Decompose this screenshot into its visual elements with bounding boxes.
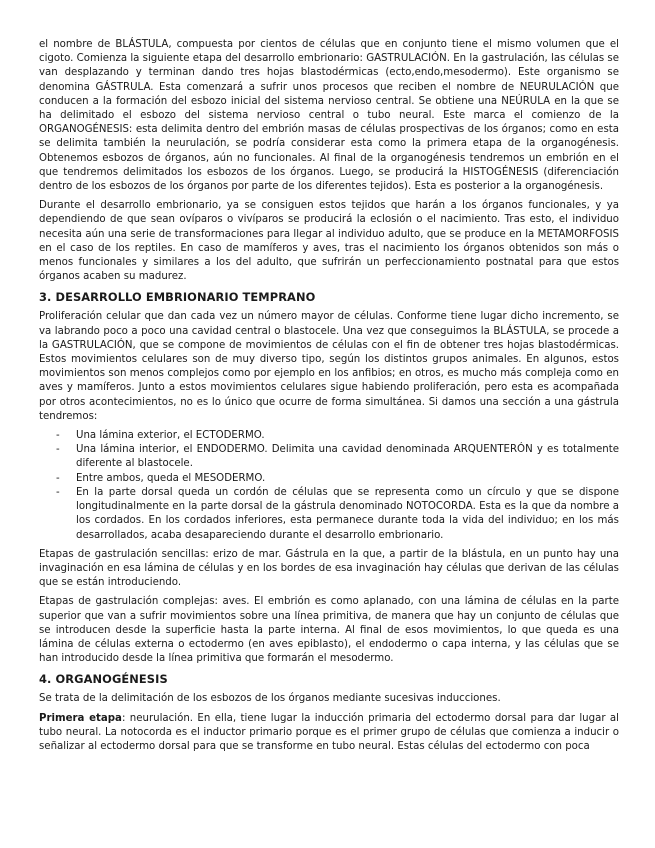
section-heading-desarrollo-embrionario: 3. DESARROLLO EMBRIONARIO TEMPRANO [39, 290, 316, 305]
paragraph-primera-etapa [39, 712, 619, 755]
section-heading-organogenesis: 4. ORGANOGÉNESIS [39, 672, 168, 687]
paragraph-desarrollo: Durante el desarrollo embrionario, ya se consiguen estos tejidos que harán a los órganos funcionales, y ya dependiendo de que sean ovíparos o vivíparos se producirá la eclosión o el nacimiento. Tras esto, el individuo necesita aún una serie de transformaciones para llegar al individuo adulto, que se produce en la METAMORFOSIS en el caso de los reptiles. En caso de mamíferos y aves, tras el nacimiento los órganos obtenidos son más o menos funcionales y similares a los del adulto, que sufrirán un perfeccionamiento postnatal para que estos órganos acaben su madurez. [39, 200, 619, 283]
primera-etapa-label: Primera etapa [39, 712, 122, 724]
list-item: - Una lámina exterior, el ECTODERMO. [56, 429, 619, 443]
list-item: - En la parte dorsal queda un cordón de células que se representa como un círculo y que se dispone longitudinalmente en la parte dorsal de la gástrula denominado NOTOCORDA. Esta es la que da nombre a los cordados. En los cordados inferiores, esta permanece durante toda la vida del individuo; en los más desarrollados, acaba desapareciendo durante el desarrollo embrionario. [56, 486, 619, 543]
list-item: - Entre ambos, queda el MESODERMO. [56, 472, 619, 486]
paragraph-gastrulacion-compleja: Etapas de gastrulación complejas: aves. El embrión es como aplanado, con una lámina de células en la parte superior que van a sufrir movimientos sobre una línea primitiva, de manera que hay un conjunto de células que se introducen desde la superficie hasta la parte interna. Al final de esos movimientos, lo que queda es una lámina de células externa o ectodermo (en aves epiblasto), el endodermo o capa interna, y las células que se han introducido desde la línea primitiva que formarán el mesodermo. [39, 596, 619, 665]
primera-etapa-text: : neurulación. En ella, tiene lugar la inducción primaria del ectodermo dorsal para dar lugar al tubo neural. La notocorda es el inductor primario porque es el primer grupo de células que comienza a inducir o señalizar al ectodermo dorsal para que se transforme en tubo neural. Estas células del ectodermo con poca [39, 712, 619, 752]
list-item: - Una lámina interior, el ENDODERMO. Delimita una cavidad denominada ARQUENTERÓN y es totalmente diferente al blastocele. [56, 443, 619, 471]
paragraph-delimitacion: Se trata de la delimitación de los esbozos de los órganos mediante sucesivas inducciones. [39, 693, 501, 705]
paragraph-blastula: el nombre de BLÁSTULA, compuesta por cientos de células que en conjunto tiene el mismo volumen que el cigoto. Comienza la siguiente etapa del desarrollo embrionario: GASTRULACIÓN. En la gastrulación, las células se van desplazando y terminan dando tres hojas blastodérmicas (ecto,endo,mesodermo). Este organismo se denomina GÁSTRULA. Esta comenzará a sufrir unos procesos que reciben el nombre de NEURULACIÓN que conducen a la formación del esbozo inicial del sistema nervioso central. Se obtiene una NEÚRULA en la que se ha delimitado el esbozo del sistema nervioso central o tubo neural. Este marca el comienzo de la ORGANOGÉNESIS: esta delimita dentro del embrión masas de células prospectivas de los órganos; como en esta se delimita también la neurulación, se podría considerar esta como la primera etapa de la organogénesis. Obtenemos esbozos de órganos, aún no funcionales. Al final de la organogénesis tendremos un embrión en el que tendremos delimitados los esbozos de los órganos. Luego, se producirá la HISTOGÉNESIS (diferenciación dentro de los esbozos de los órganos por parte de los diferentes tejidos). Esta es posterior a la organogénesis. [39, 39, 619, 193]
paragraph-proliferacion: Proliferación celular que dan cada vez un número mayor de células. Conforme tiene lugar dicho incremento, se va labrando poco a poco una cavidad central o blastocele. Una vez que conseguimos la BLÁSTULA, se procede a la GASTRULACIÓN, que se compone de movimientos de células con el fin de obtener tres hojas blastodérmicas. Estos movimientos celulares son de muy diverso tipo, según los distintos grupos animales. En algunos, estos movimientos son menos complejos como por ejemplo en los anfibios; en otros, es mucho más compleja como en aves y mamíferos. Junto a estos movimientos celulares sigue habiendo proliferación, pero esta es acompañada por otros acontecimientos, no es lo único que ocurre de forma simultánea. Si damos una sección a una gástrula tendremos: [39, 311, 619, 422]
gastrula-list [39, 429, 619, 543]
paragraph-gastrulacion-sencilla: Etapas de gastrulación sencillas: erizo de mar. Gástrula en la que, a partir de la blástula, en un punto hay una invaginación en esa lámina de células y en los bordes de esa invaginación hay células que derivan de las células que se están introduciendo. [39, 548, 619, 589]
